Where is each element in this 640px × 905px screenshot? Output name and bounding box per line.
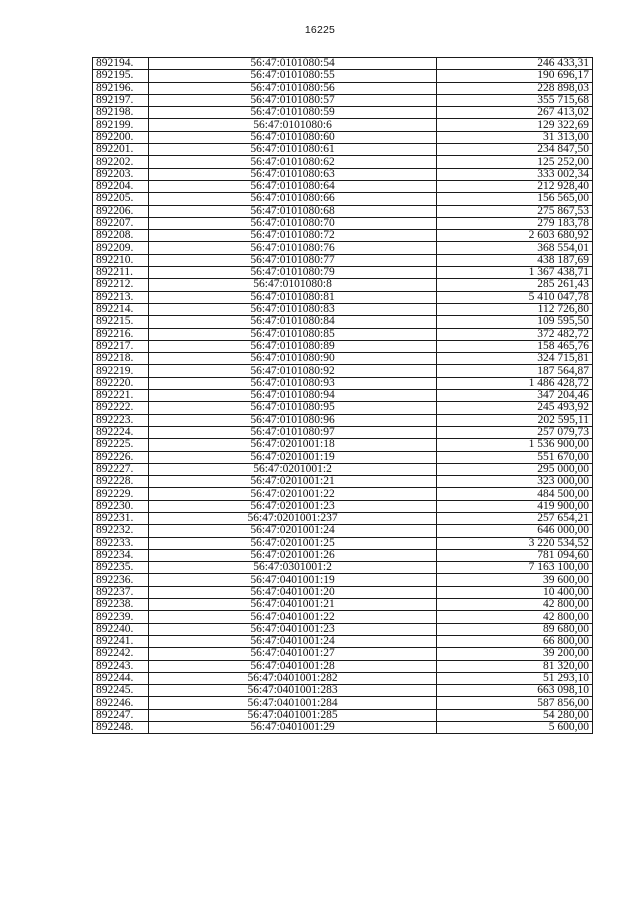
cadastral-number-cell: 56:47:0101080:66 [149, 193, 437, 205]
table-row [93, 303, 593, 315]
cadastral-value-cell: 1 367 438,71 [437, 267, 593, 279]
cadastral-value-cell: 3 220 534,52 [437, 537, 593, 549]
row-number-cell: 892235. [93, 562, 149, 574]
cadastral-value-cell: 587 856,00 [437, 697, 593, 709]
table-row [93, 94, 593, 106]
row-number-cell: 892225. [93, 439, 149, 451]
row-number-cell: 892230. [93, 500, 149, 512]
table-row [93, 697, 593, 709]
cadastral-value-cell: 31 313,00 [437, 131, 593, 143]
cadastral-number-cell: 56:47:0101080:90 [149, 353, 437, 365]
table-row [93, 635, 593, 647]
cadastral-value-cell: 212 928,40 [437, 180, 593, 192]
table-row [93, 217, 593, 229]
row-number-cell: 892246. [93, 697, 149, 709]
table-row [93, 205, 593, 217]
cadastral-number-cell: 56:47:0201001:24 [149, 525, 437, 537]
row-number-cell: 892194. [93, 58, 149, 70]
cadastral-number-cell: 56:47:0101080:94 [149, 390, 437, 402]
cadastral-value-cell: 246 433,31 [437, 58, 593, 70]
cadastral-number-cell: 56:47:0101080:77 [149, 254, 437, 266]
cadastral-value-cell: 245 493,92 [437, 402, 593, 414]
cadastral-value-cell: 257 654,21 [437, 512, 593, 524]
cadastral-value-cell: 419 900,00 [437, 500, 593, 512]
table-row [93, 525, 593, 537]
cadastral-number-cell: 56:47:0401001:285 [149, 709, 437, 721]
table-row [93, 488, 593, 500]
row-number-cell: 892243. [93, 660, 149, 672]
table-row [93, 586, 593, 598]
cadastral-value-cell: 372 482,72 [437, 328, 593, 340]
cadastral-number-cell: 56:47:0201001:25 [149, 537, 437, 549]
table-row [93, 426, 593, 438]
cadastral-number-cell: 56:47:0401001:28 [149, 660, 437, 672]
row-number-cell: 892240. [93, 623, 149, 635]
cadastral-number-cell: 56:47:0101080:54 [149, 58, 437, 70]
cadastral-number-cell: 56:47:0101080:93 [149, 377, 437, 389]
cadastral-number-cell: 56:47:0101080:70 [149, 217, 437, 229]
cadastral-number-cell: 56:47:0101080:96 [149, 414, 437, 426]
row-number-cell: 892210. [93, 254, 149, 266]
cadastral-value-cell: 109 595,50 [437, 316, 593, 328]
cadastral-value-cell: 5 410 047,78 [437, 291, 593, 303]
row-number-cell: 892234. [93, 549, 149, 561]
table-row [93, 709, 593, 721]
cadastral-value-cell: 112 726,80 [437, 303, 593, 315]
table-row [93, 672, 593, 684]
cadastral-value-cell: 551 670,00 [437, 451, 593, 463]
row-number-cell: 892237. [93, 586, 149, 598]
cadastral-number-cell: 56:47:0101080:60 [149, 131, 437, 143]
cadastral-value-cell: 781 094,60 [437, 549, 593, 561]
cadastral-number-cell: 56:47:0401001:27 [149, 648, 437, 660]
table-row [93, 623, 593, 635]
cadastral-value-cell: 39 600,00 [437, 574, 593, 586]
cadastral-value-cell: 257 079,73 [437, 426, 593, 438]
table-row [93, 328, 593, 340]
cadastral-value-cell: 228 898,03 [437, 82, 593, 94]
cadastral-number-cell: 56:47:0101080:8 [149, 279, 437, 291]
cadastral-number-cell: 56:47:0201001:21 [149, 476, 437, 488]
row-number-cell: 892199. [93, 119, 149, 131]
table-row [93, 291, 593, 303]
table-row [93, 267, 593, 279]
cadastral-value-cell: 1 536 900,00 [437, 439, 593, 451]
row-number-cell: 892227. [93, 463, 149, 475]
cadastral-number-cell: 56:47:0401001:282 [149, 672, 437, 684]
row-number-cell: 892219. [93, 365, 149, 377]
cadastral-number-cell: 56:47:0101080:57 [149, 94, 437, 106]
cadastral-value-cell: 347 204,46 [437, 390, 593, 402]
cadastral-value-cell: 663 098,10 [437, 685, 593, 697]
row-number-cell: 892208. [93, 230, 149, 242]
row-number-cell: 892236. [93, 574, 149, 586]
table-row [93, 463, 593, 475]
table-row [93, 599, 593, 611]
cadastral-number-cell: 56:47:0101080:59 [149, 107, 437, 119]
cadastral-value-cell: 2 603 680,92 [437, 230, 593, 242]
cadastral-value-cell: 275 867,53 [437, 205, 593, 217]
cadastral-value-cell: 89 680,00 [437, 623, 593, 635]
row-number-cell: 892241. [93, 635, 149, 647]
cadastral-number-cell: 56:47:0101080:92 [149, 365, 437, 377]
row-number-cell: 892215. [93, 316, 149, 328]
cadastral-value-cell: 279 183,78 [437, 217, 593, 229]
table-row [93, 180, 593, 192]
cadastral-number-cell: 56:47:0101080:63 [149, 168, 437, 180]
row-number-cell: 892231. [93, 512, 149, 524]
row-number-cell: 892222. [93, 402, 149, 414]
table-row [93, 119, 593, 131]
cadastral-number-cell: 56:47:0201001:19 [149, 451, 437, 463]
registry-table [92, 57, 593, 734]
cadastral-value-cell: 190 696,17 [437, 70, 593, 82]
row-number-cell: 892207. [93, 217, 149, 229]
table-row [93, 156, 593, 168]
row-number-cell: 892216. [93, 328, 149, 340]
table-row [93, 562, 593, 574]
table-row [93, 340, 593, 352]
cadastral-number-cell: 56:47:0101080:89 [149, 340, 437, 352]
row-number-cell: 892228. [93, 476, 149, 488]
cadastral-number-cell: 56:47:0101080:85 [149, 328, 437, 340]
cadastral-value-cell: 285 261,43 [437, 279, 593, 291]
cadastral-value-cell: 66 800,00 [437, 635, 593, 647]
cadastral-value-cell: 125 252,00 [437, 156, 593, 168]
cadastral-number-cell: 56:47:0401001:22 [149, 611, 437, 623]
row-number-cell: 892211. [93, 267, 149, 279]
cadastral-number-cell: 56:47:0401001:23 [149, 623, 437, 635]
table-row [93, 574, 593, 586]
cadastral-value-cell: 484 500,00 [437, 488, 593, 500]
row-number-cell: 892205. [93, 193, 149, 205]
cadastral-value-cell: 156 565,00 [437, 193, 593, 205]
cadastral-value-cell: 10 400,00 [437, 586, 593, 598]
table-row [93, 58, 593, 70]
row-number-cell: 892224. [93, 426, 149, 438]
cadastral-number-cell: 56:47:0101080:64 [149, 180, 437, 192]
registry-table-body [93, 58, 593, 734]
row-number-cell: 892209. [93, 242, 149, 254]
cadastral-value-cell: 158 465,76 [437, 340, 593, 352]
cadastral-value-cell: 7 163 100,00 [437, 562, 593, 574]
table-row [93, 254, 593, 266]
cadastral-value-cell: 129 322,69 [437, 119, 593, 131]
cadastral-number-cell: 56:47:0401001:283 [149, 685, 437, 697]
cadastral-value-cell: 646 000,00 [437, 525, 593, 537]
cadastral-number-cell: 56:47:0101080:79 [149, 267, 437, 279]
table-row [93, 107, 593, 119]
cadastral-value-cell: 355 715,68 [437, 94, 593, 106]
cadastral-number-cell: 56:47:0101080:83 [149, 303, 437, 315]
cadastral-value-cell: 368 554,01 [437, 242, 593, 254]
cadastral-number-cell: 56:47:0201001:23 [149, 500, 437, 512]
row-number-cell: 892203. [93, 168, 149, 180]
table-row [93, 660, 593, 672]
cadastral-value-cell: 333 002,34 [437, 168, 593, 180]
row-number-cell: 892221. [93, 390, 149, 402]
table-row [93, 131, 593, 143]
row-number-cell: 892220. [93, 377, 149, 389]
row-number-cell: 892217. [93, 340, 149, 352]
table-row [93, 512, 593, 524]
row-number-cell: 892232. [93, 525, 149, 537]
cadastral-number-cell: 56:47:0201001:2 [149, 463, 437, 475]
cadastral-value-cell: 54 280,00 [437, 709, 593, 721]
table-row [93, 193, 593, 205]
table-row [93, 242, 593, 254]
table-row [93, 316, 593, 328]
row-number-cell: 892214. [93, 303, 149, 315]
row-number-cell: 892197. [93, 94, 149, 106]
table-row [93, 476, 593, 488]
cadastral-value-cell: 5 600,00 [437, 722, 593, 734]
table-row [93, 144, 593, 156]
table-row [93, 168, 593, 180]
cadastral-value-cell: 187 564,87 [437, 365, 593, 377]
cadastral-value-cell: 323 000,00 [437, 476, 593, 488]
table-row [93, 500, 593, 512]
cadastral-number-cell: 56:47:0101080:81 [149, 291, 437, 303]
cadastral-value-cell: 267 413,02 [437, 107, 593, 119]
page-number: 16225 [304, 24, 336, 36]
row-number-cell: 892195. [93, 70, 149, 82]
cadastral-number-cell: 56:47:0401001:19 [149, 574, 437, 586]
table-row [93, 648, 593, 660]
cadastral-number-cell: 56:47:0101080:61 [149, 144, 437, 156]
row-number-cell: 892212. [93, 279, 149, 291]
registry-table-container [92, 57, 593, 734]
cadastral-value-cell: 51 293,10 [437, 672, 593, 684]
row-number-cell: 892198. [93, 107, 149, 119]
table-row [93, 70, 593, 82]
row-number-cell: 892239. [93, 611, 149, 623]
cadastral-number-cell: 56:47:0101080:97 [149, 426, 437, 438]
table-row [93, 279, 593, 291]
row-number-cell: 892247. [93, 709, 149, 721]
row-number-cell: 892206. [93, 205, 149, 217]
cadastral-number-cell: 56:47:0401001:284 [149, 697, 437, 709]
table-row [93, 230, 593, 242]
cadastral-number-cell: 56:47:0101080:68 [149, 205, 437, 217]
table-row [93, 537, 593, 549]
cadastral-number-cell: 56:47:0101080:76 [149, 242, 437, 254]
cadastral-number-cell: 56:47:0101080:84 [149, 316, 437, 328]
table-row [93, 549, 593, 561]
cadastral-number-cell: 56:47:0101080:56 [149, 82, 437, 94]
cadastral-number-cell: 56:47:0101080:55 [149, 70, 437, 82]
cadastral-number-cell: 56:47:0301001:2 [149, 562, 437, 574]
cadastral-number-cell: 56:47:0401001:29 [149, 722, 437, 734]
row-number-cell: 892196. [93, 82, 149, 94]
cadastral-number-cell: 56:47:0101080:6 [149, 119, 437, 131]
table-row [93, 439, 593, 451]
cadastral-number-cell: 56:47:0401001:21 [149, 599, 437, 611]
row-number-cell: 892229. [93, 488, 149, 500]
cadastral-value-cell: 234 847,50 [437, 144, 593, 156]
cadastral-number-cell: 56:47:0401001:24 [149, 635, 437, 647]
cadastral-number-cell: 56:47:0201001:237 [149, 512, 437, 524]
row-number-cell: 892242. [93, 648, 149, 660]
table-row [93, 685, 593, 697]
row-number-cell: 892200. [93, 131, 149, 143]
cadastral-value-cell: 324 715,81 [437, 353, 593, 365]
row-number-cell: 892218. [93, 353, 149, 365]
row-number-cell: 892244. [93, 672, 149, 684]
cadastral-value-cell: 295 000,00 [437, 463, 593, 475]
row-number-cell: 892233. [93, 537, 149, 549]
cadastral-number-cell: 56:47:0101080:62 [149, 156, 437, 168]
cadastral-number-cell: 56:47:0101080:95 [149, 402, 437, 414]
cadastral-value-cell: 202 595,11 [437, 414, 593, 426]
table-row [93, 353, 593, 365]
cadastral-number-cell: 56:47:0101080:72 [149, 230, 437, 242]
row-number-cell: 892204. [93, 180, 149, 192]
row-number-cell: 892213. [93, 291, 149, 303]
table-row [93, 365, 593, 377]
table-row [93, 611, 593, 623]
cadastral-number-cell: 56:47:0201001:18 [149, 439, 437, 451]
cadastral-value-cell: 39 200,00 [437, 648, 593, 660]
row-number-cell: 892238. [93, 599, 149, 611]
table-row [93, 82, 593, 94]
table-row [93, 722, 593, 734]
table-row [93, 390, 593, 402]
row-number-cell: 892245. [93, 685, 149, 697]
cadastral-value-cell: 1 486 428,72 [437, 377, 593, 389]
table-row [93, 451, 593, 463]
table-row [93, 377, 593, 389]
cadastral-value-cell: 438 187,69 [437, 254, 593, 266]
table-row [93, 402, 593, 414]
cadastral-number-cell: 56:47:0401001:20 [149, 586, 437, 598]
table-row [93, 414, 593, 426]
cadastral-number-cell: 56:47:0201001:26 [149, 549, 437, 561]
row-number-cell: 892226. [93, 451, 149, 463]
cadastral-number-cell: 56:47:0201001:22 [149, 488, 437, 500]
cadastral-value-cell: 42 800,00 [437, 599, 593, 611]
cadastral-value-cell: 42 800,00 [437, 611, 593, 623]
row-number-cell: 892248. [93, 722, 149, 734]
cadastral-value-cell: 81 320,00 [437, 660, 593, 672]
row-number-cell: 892223. [93, 414, 149, 426]
row-number-cell: 892201. [93, 144, 149, 156]
row-number-cell: 892202. [93, 156, 149, 168]
